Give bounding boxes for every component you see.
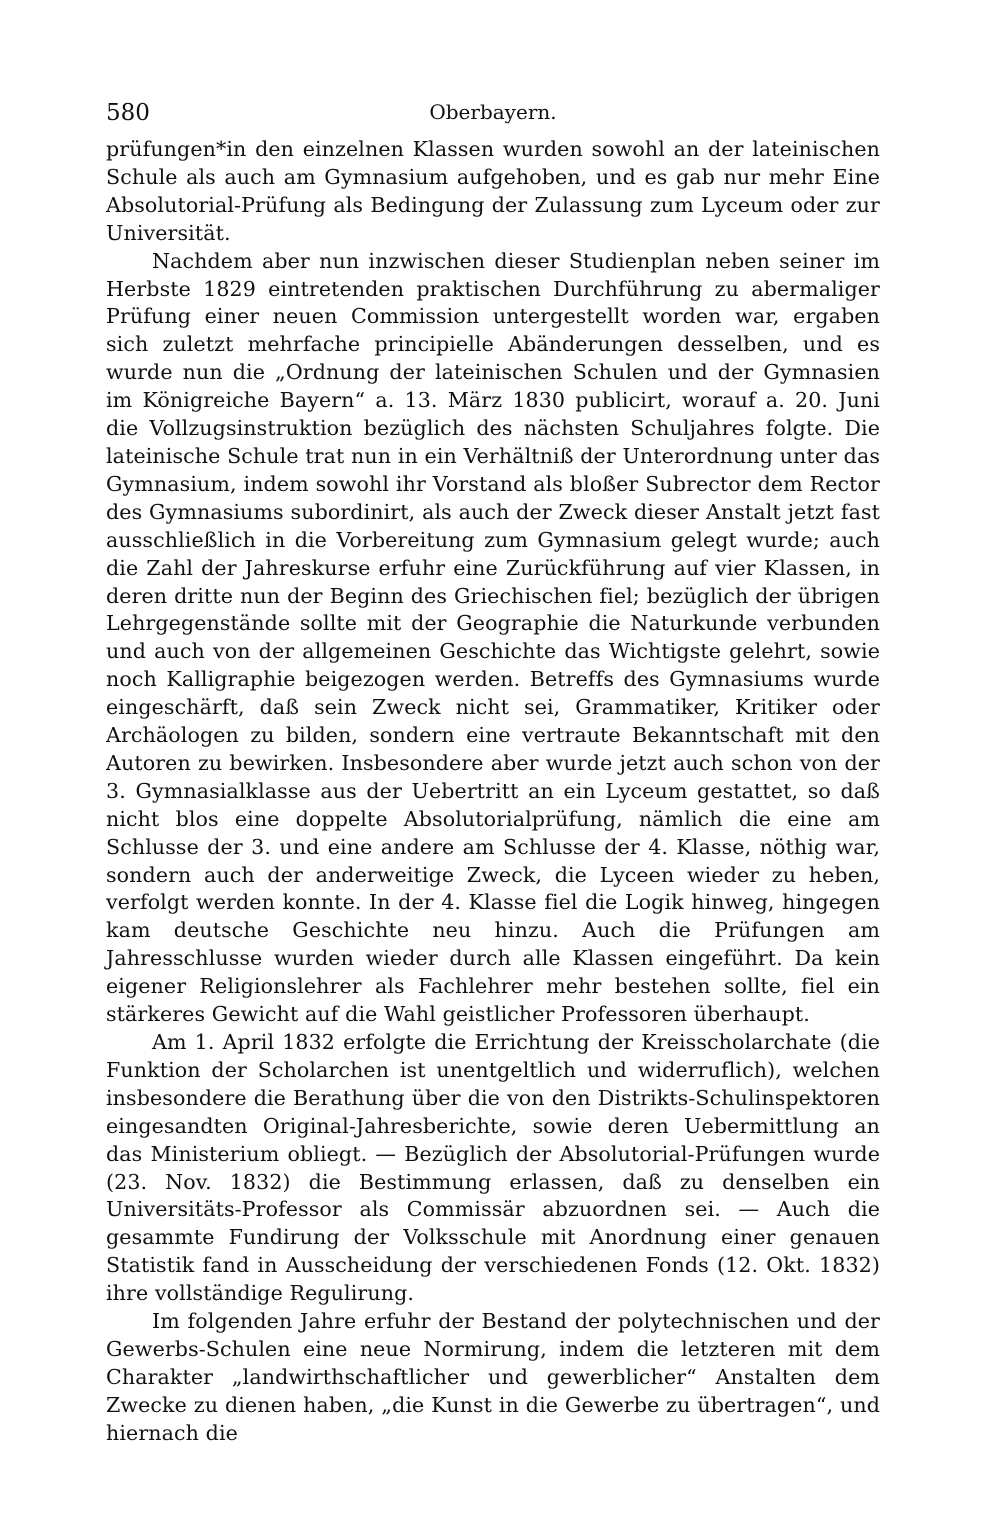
book-page (106, 96, 880, 1448)
paragraph-school-order-1830: Nachdem aber nun inzwischen dieser Studienplan neben seiner im Herbste 1829 eintretenden praktischen Durchführung zu abermaliger Prüfung einer neuen Commission untergestellt worden war, ergaben sich zuletzt mehrfache principielle Abänderungen desselben, und es wurde nun die „Ordnung der lateinischen Schulen und der Gymnasien im Königreiche Bayern“ a. 13. März 1830 publicirt, worauf a. 20. Juni die Vollzugsinstruktion bezüglich des nächsten Schuljahres folgte. Die lateinische Schule trat nun in ein Verhältniß der Unterordnung unter das Gymnasium, indem sowohl ihr Vorstand als bloßer Subrector dem Rector des Gymnasiums subordinirt, als auch der Zweck dieser Anstalt jetzt fast ausschließlich in die Vorbereitung zum Gymnasium gelegt wurde; auch die Zahl der Jahreskurse erfuhr eine Zurückführung auf vier Klassen, in deren dritte nun der Beginn des Griechischen fiel; bezüglich der übrigen Lehrgegenstände sollte mit der Geographie die Naturkunde verbunden und auch von der allgemeinen Geschichte das Wichtigste gelehrt, sowie noch Kalligraphie beigezogen werden. Betreffs des Gymnasiums wurde eingeschärft, daß sein Zweck nicht sei, Grammatiker, Kritiker oder Archäologen zu bilden, sondern eine vertraute Bekanntschaft mit den Autoren zu bewirken. Insbesondere aber wurde jetzt auch schon von der 3. Gymnasialklasse aus der Uebertritt an ein Lyceum gestattet, so daß nicht blos eine doppelte Absolutorialprüfung, nämlich die eine am Schlusse der 3. und eine andere am Schlusse der 4. Klasse, nöthig war, sondern auch der anderweitige Zweck, die Lyceen wieder zu heben, verfolgt werden konnte. In der 4. Klasse fiel die Logik hinweg, hingegen kam deutsche Geschichte neu hinzu. Auch die Prüfungen am Jahresschlusse wurden wieder durch alle Klassen eingeführt. Da kein eigener Religionslehrer als Fachlehrer mehr bestehen sollte, fiel ein stärkeres Gewicht auf die Wahl geistlicher Professoren überhaupt. (106, 248, 880, 1027)
page-number: 580 (106, 100, 150, 126)
paragraph-continuation: prüfungen*in den einzelnen Klassen wurden sowohl an der lateinischen Schule als auch am Gymnasium aufgehoben, und es gab nur mehr Eine Absolutorial-Prüfung als Bedingung der Zulassung zum Lyceum oder zur Universität. (106, 137, 880, 245)
paragraph-kreisscholarchate-1832: Am 1. April 1832 erfolgte die Errichtung der Kreisscholarchate (die Funktion der Scholarchen ist unentgeltlich und widerruflich), welchen insbesondere die Berathung über die von den Distrikts-Schulinspektoren eingesandten Original-Jahresberichte, sowie deren Uebermittlung an das Ministerium obliegt. — Bezüglich der Absolutorial-Prüfungen wurde (23. Nov. 1832) die Bestimmung erlassen, daß zu denselben ein Universitäts-Professor als Commissär abzuordnen sei. — Auch die gesammte Fundirung der Volksschule mit Anordnung einer genauen Statistik fand in Ausscheidung der verschiedenen Fonds (12. Okt. 1832) ihre vollständige Regulirung. (106, 1030, 880, 1306)
body-text (106, 136, 880, 1448)
paragraph-polytechnic-schools: Im folgenden Jahre erfuhr der Bestand der polytechnischen und der Gewerbs-Schulen eine neue Normirung, indem die letzteren mit dem Charakter „landwirthschaftlicher und gewerblicher“ Anstalten dem Zwecke zu dienen haben, „die Kunst in die Gewerbe zu übertragen“, und hiernach die (106, 1309, 880, 1445)
running-head (106, 96, 880, 136)
running-head-title: Oberbayern. (429, 100, 557, 124)
